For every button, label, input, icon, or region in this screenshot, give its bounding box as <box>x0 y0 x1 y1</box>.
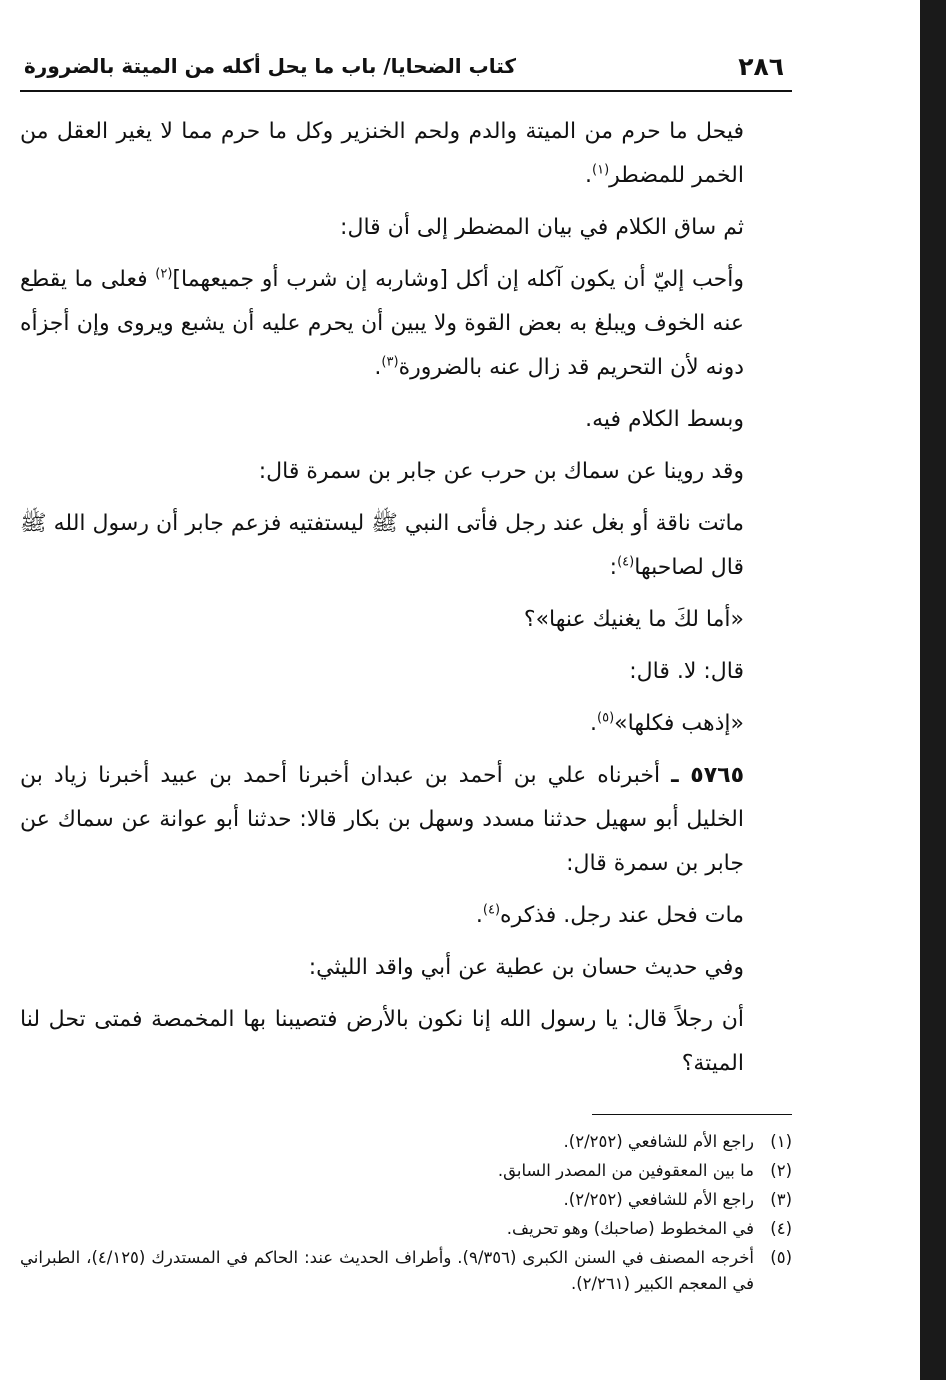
paragraph-text: فعلى ما يقطع عنه الخوف ويبلغ به بعض القوة ولا يبين أن يحرم عليه أن يشبع ويروى وإن أجزأه دونه لأن التحريم قد زال عنه بالضرورة <box>20 267 744 380</box>
scan-edge <box>920 0 946 1380</box>
footnote-text: أخرجه المصنف في السنن الكبرى (٩/٣٥٦). وأطراف الحديث عند: الحاكم في المستدرك (٤/١٢٥)، الطبراني في المعجم الكبير (٢/٢٦١). <box>20 1248 754 1293</box>
paragraph-text: وأحب إليّ أن يكون آكله إن أكل [وشاربه إن شرب أو جميعهما] <box>172 267 744 292</box>
body-paragraph <box>20 110 792 198</box>
body-paragraph <box>20 398 792 442</box>
paragraph-text: أن رجلاً قال: يا رسول الله إنا نكون بالأرض فتصيبنا بها المخمصة فمتى تحل لنا الميتة؟ <box>20 1007 744 1076</box>
body-paragraph <box>20 450 792 494</box>
footnote-marker: (٣) <box>381 354 399 370</box>
paragraph-text: . <box>585 163 593 188</box>
body-paragraph <box>20 650 792 694</box>
page-number: ٢٨٦ <box>738 52 784 81</box>
hadith-number: ٥٧٦٥ ـ <box>671 763 744 788</box>
paragraph-text: فيحل ما حرم من الميتة والدم ولحم الخنزير وكل ما حرم مما لا يغير العقل من الخمر للمضطر <box>20 119 744 188</box>
footnote-number: (٤) <box>770 1219 792 1238</box>
footnote-number: (١) <box>770 1132 792 1151</box>
footnote-marker: (٥) <box>597 710 615 726</box>
footnotes-section <box>20 1129 792 1297</box>
footnote-divider <box>592 1114 792 1115</box>
body-paragraph <box>20 946 792 990</box>
paragraph-text: وبسط الكلام فيه. <box>585 407 744 432</box>
book-page <box>20 40 792 1340</box>
footnote-text: راجع الأم للشافعي (٢/٢٥٢). <box>563 1190 754 1209</box>
footnote-text: ما بين المعقوفين من المصدر السابق. <box>497 1161 754 1180</box>
paragraph-text: : <box>609 555 618 580</box>
paragraph-text: . <box>475 903 483 928</box>
footnote-text: في المخطوط (صاحبك) وهو تحريف. <box>506 1219 754 1238</box>
page-header <box>20 40 792 92</box>
paragraph-text: وقد روينا عن سماك بن حرب عن جابر بن سمرة قال: <box>258 459 744 484</box>
paragraph-text: ماتت ناقة أو بغل عند رجل فأتى النبي ﷺ ليستفتيه فزعم جابر أن رسول الله ﷺ قال لصاحبها <box>20 511 744 580</box>
paragraph-text: قال: لا. قال: <box>629 659 744 684</box>
main-text <box>20 110 792 1086</box>
body-paragraph <box>20 754 792 886</box>
footnote-marker: (٤) <box>617 554 635 570</box>
paragraph-text: أخبرناه علي بن أحمد بن عبدان أخبرنا أحمد بن عبيد أخبرنا زياد بن الخليل أبو سهيل حدثنا مسدد وسهل بن بكار قالا: حدثنا أبو عوانة عن سماك عن جابر بن سمرة قال: <box>20 763 744 876</box>
footnote <box>20 1216 792 1242</box>
body-paragraph <box>20 206 792 250</box>
body-paragraph <box>20 502 792 590</box>
footnote <box>20 1129 792 1155</box>
paragraph-text: . <box>590 711 598 736</box>
footnote <box>20 1158 792 1184</box>
body-paragraph <box>20 598 792 642</box>
footnote-number: (٥) <box>770 1248 792 1267</box>
footnote-text: راجع الأم للشافعي (٢/٢٥٢). <box>563 1132 754 1151</box>
footnote-marker: (٤) <box>482 902 501 918</box>
running-title: كتاب الضحايا/ باب ما يحل أكله من الميتة بالضرورة <box>24 54 517 78</box>
footnote-number: (٣) <box>770 1190 792 1209</box>
body-paragraph <box>20 998 792 1086</box>
paragraph-text: وفي حديث حسان بن عطية عن أبي واقد الليثي: <box>308 955 744 980</box>
footnote-number: (٢) <box>770 1161 792 1180</box>
paragraph-text: «أما لكَ ما يغنيك عنها»؟ <box>523 607 744 632</box>
footnote-marker: (١) <box>592 162 610 178</box>
paragraph-text: مات فحل عند رجل. فذكره <box>500 903 744 928</box>
footnote <box>20 1187 792 1213</box>
footnote-marker: (٢) <box>155 266 173 282</box>
body-paragraph <box>20 702 792 746</box>
footnote <box>20 1245 792 1297</box>
body-paragraph <box>20 258 792 390</box>
paragraph-text: «إذهب فكلها» <box>614 711 744 736</box>
body-paragraph <box>20 894 792 938</box>
paragraph-text: ثم ساق الكلام في بيان المضطر إلى أن قال: <box>340 215 744 240</box>
paragraph-text: . <box>374 355 382 380</box>
